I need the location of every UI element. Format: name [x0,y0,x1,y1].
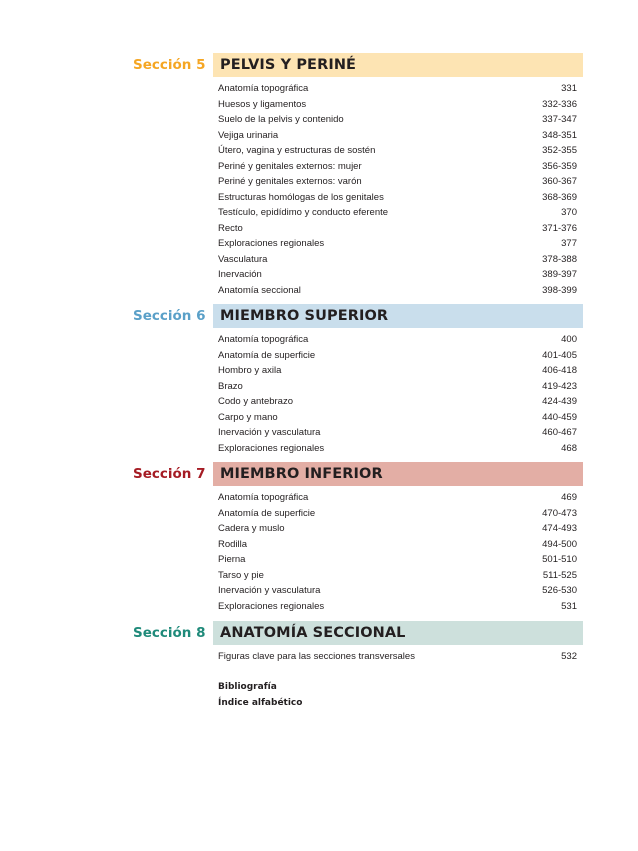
section-label: Sección 8 [133,625,206,641]
toc-entry [218,332,577,348]
entry-title: Cadera y muslo [218,523,285,534]
entry-pages: 511-525 [542,569,577,581]
section-label: Sección 6 [133,308,206,324]
bibliography-entry: Bibliografía [218,682,277,692]
section-title-bar [213,462,583,486]
toc-entry [218,506,577,522]
entry-pages: 526-530 [542,585,577,596]
entry-title: Tarso y pie [218,569,264,581]
entry-pages: 378-388 [542,253,577,265]
entry-title: Carpo y mano [218,411,278,423]
toc-entry [218,97,577,113]
entry-pages: 400 [561,334,577,345]
entry-pages: 469 [561,492,577,503]
toc-entry [218,143,577,159]
entry-list [218,649,577,665]
section-title: MIEMBRO SUPERIOR [220,308,389,324]
entry-title: Recto [218,222,243,234]
section-title: ANATOMÍA SECCIONAL [220,625,406,641]
entry-pages: 470-473 [542,507,577,519]
toc-entry [218,410,577,426]
entry-list [218,81,577,298]
entry-title: Vasculatura [218,253,268,265]
entry-pages: 356-359 [542,160,577,172]
toc-entry [218,283,577,299]
toc-entry [218,159,577,175]
entry-title: Vejiga urinaria [218,129,279,141]
toc-entry [218,490,577,506]
toc-entry [218,128,577,144]
entry-pages: 331 [561,83,577,94]
entry-title: Inervación y vasculatura [218,585,321,596]
entry-title: Útero, vagina y estructuras de sostén [218,145,376,156]
entry-title: Anatomía topográfica [218,83,309,94]
entry-pages: 377 [561,238,577,249]
entry-pages: 424-439 [542,396,577,407]
entry-pages: 370 [561,207,577,218]
toc-entry [218,649,577,665]
toc-entry [218,112,577,128]
toc-entry [218,81,577,97]
toc-entry [218,441,577,457]
entry-title: Periné y genitales externos: mujer [218,160,362,172]
entry-pages: 348-351 [542,129,577,141]
entry-pages: 401-405 [542,349,577,361]
entry-pages: 460-467 [542,427,577,438]
section-title: MIEMBRO INFERIOR [220,466,383,482]
entry-title: Hombro y axila [218,365,282,376]
toc-entry [218,599,577,615]
toc-entry [218,379,577,395]
entry-title: Inervación [218,269,262,280]
entry-pages: 389-397 [542,269,577,280]
entry-title: Codo y antebrazo [218,396,293,407]
toc-entry [218,537,577,553]
entry-title: Brazo [218,380,243,392]
toc-entry [218,552,577,568]
entry-pages: 360-367 [542,176,577,187]
entry-title: Pierna [218,554,246,565]
entry-pages: 406-418 [542,365,577,376]
entry-title: Estructuras homólogas de los genitales [218,191,384,203]
toc-entry [218,394,577,410]
entry-pages: 474-493 [542,523,577,534]
entry-title: Suelo de la pelvis y contenido [218,114,344,125]
toc-entry [218,363,577,379]
entry-pages: 440-459 [542,411,577,423]
toc-entry [218,252,577,268]
section-title: PELVIS Y PERINÉ [220,57,357,73]
section-label: Sección 7 [133,466,206,482]
toc-entry [218,583,577,599]
entry-title: Rodilla [218,538,248,550]
toc-entry [218,236,577,252]
entry-list [218,332,577,456]
toc-entry [218,348,577,364]
entry-pages: 468 [561,442,577,454]
toc-entry [218,205,577,221]
entry-title: Figuras clave para las secciones transversales [218,651,415,662]
entry-pages: 352-355 [542,145,577,156]
toc-entry [218,267,577,283]
entry-pages: 531 [561,600,577,612]
toc-entry [218,174,577,190]
entry-title: Anatomía de superficie [218,507,316,519]
section-label: Sección 5 [133,57,206,73]
toc-entry [218,221,577,237]
entry-pages: 332-336 [542,98,577,110]
entry-title: Exploraciones regionales [218,442,325,454]
toc-entry [218,568,577,584]
entry-pages: 419-423 [542,380,577,392]
entry-title: Anatomía seccional [218,284,301,296]
entry-title: Exploraciones regionales [218,238,325,249]
entry-pages: 398-399 [542,284,577,296]
toc-entry [218,190,577,206]
section-title-bar [213,53,583,77]
entry-title: Anatomía de superficie [218,349,316,361]
section-title-bar [213,304,583,328]
entry-title: Periné y genitales externos: varón [218,176,362,187]
entry-title: Inervación y vasculatura [218,427,321,438]
entry-pages: 368-369 [542,191,577,203]
entry-list [218,490,577,614]
toc-entry [218,521,577,537]
entry-title: Huesos y ligamentos [218,98,307,110]
entry-pages: 371-376 [542,222,577,234]
entry-title: Testículo, epidídimo y conducto eferente [218,207,389,218]
entry-title: Exploraciones regionales [218,600,325,612]
index-entry: Índice alfabético [218,698,303,708]
toc-entry [218,425,577,441]
entry-pages: 532 [561,651,577,662]
entry-title: Anatomía topográfica [218,334,309,345]
entry-pages: 501-510 [542,554,577,565]
section-title-bar [213,621,583,645]
entry-title: Anatomía topográfica [218,492,309,503]
entry-pages: 337-347 [542,114,577,125]
entry-pages: 494-500 [542,538,577,550]
